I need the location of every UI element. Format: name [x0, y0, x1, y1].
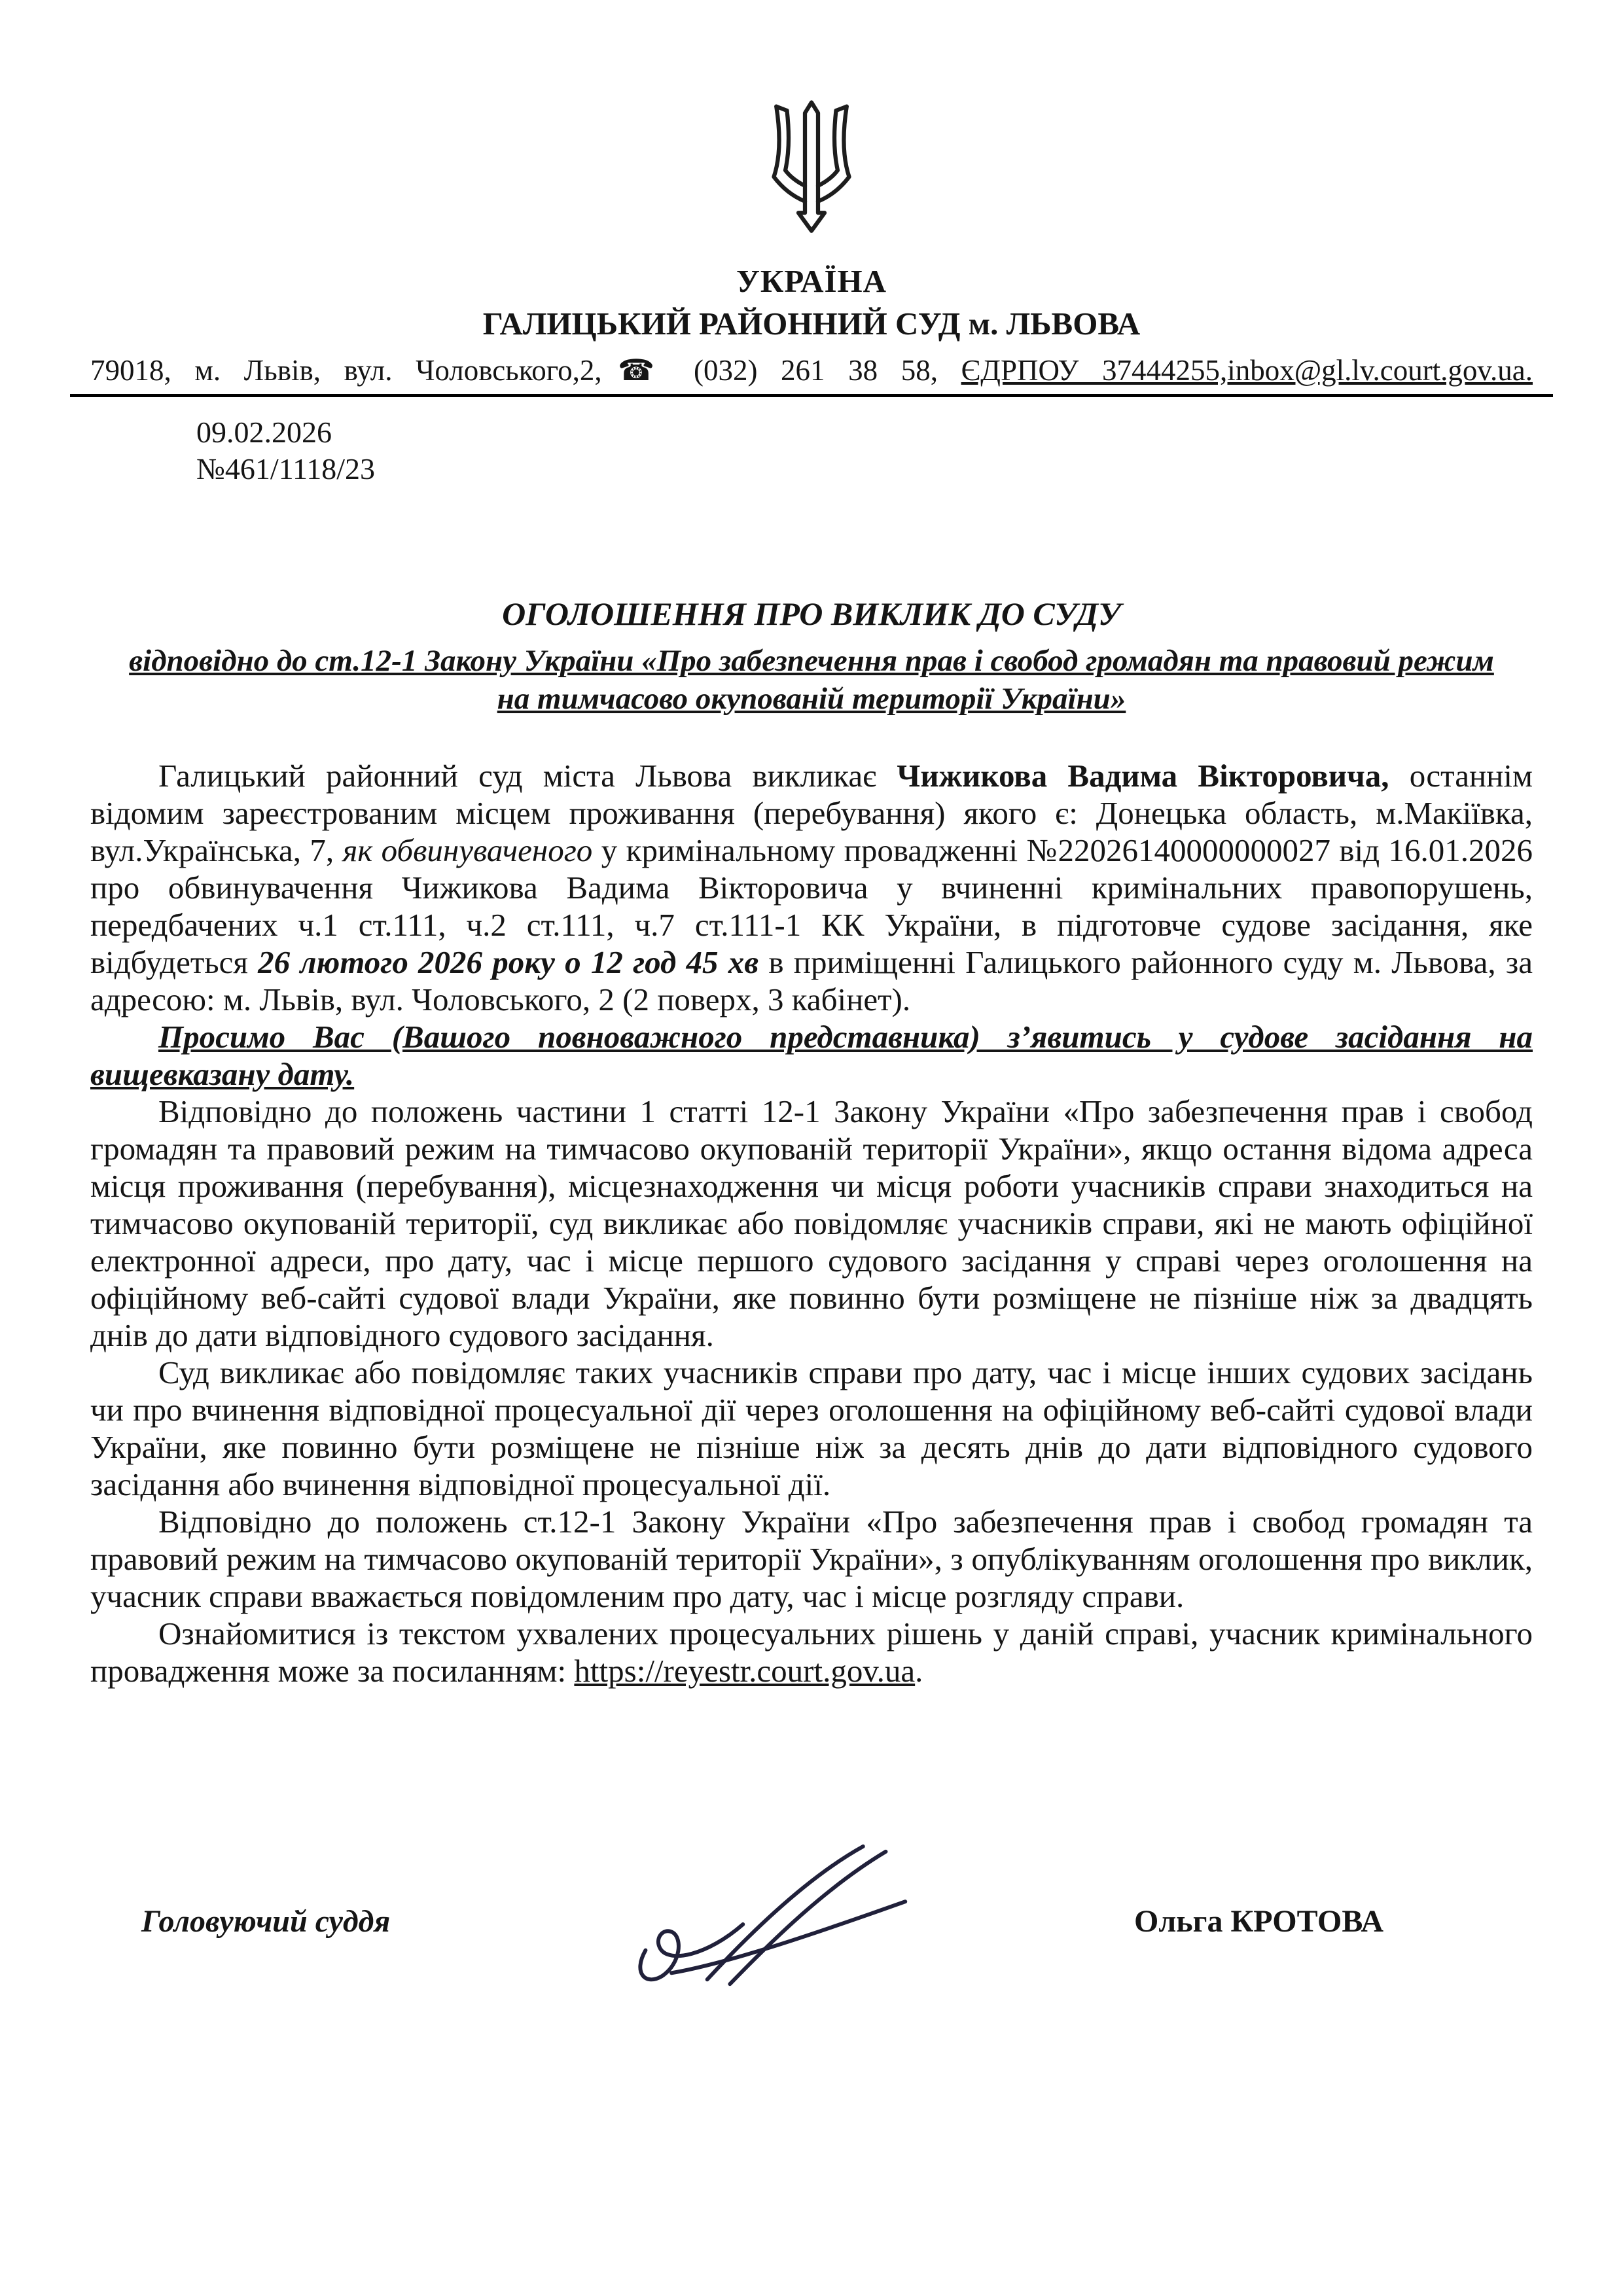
accused-address: останнім відомим зареєстрованим місцем проживання (перебування) якого є: Донецька область, м.Макіївка, вул.Українська, 7,	[90, 758, 1533, 868]
ukraine-trident-emblem-icon	[762, 234, 861, 245]
document-body	[90, 757, 1533, 1689]
paragraph-notification-rule: Відповідно до положень ст.12-1 Закону України «Про забезпечення прав і свобод громадян та правовий режим на тимчасово окупованій території України», з опублікуванням оголошення про виклик, учасник справи вважається повідомленим про дату, час і місце розгляду справи.	[90, 1504, 1533, 1614]
accused-status: як обвинуваченого	[342, 832, 593, 868]
phone-icon: ☎	[601, 354, 671, 387]
hearing-datetime: 26 лютого 2026 року о 12 год 45 хв	[258, 944, 759, 980]
paragraph-law-part1: Відповідно до положень частини 1 статті 12-1 Закону України «Про забезпечення прав і свобод громадян та правовий режим на тимчасово окупованій території України», якщо остання відома адреса місця проживання (перебування), місцезнаходження чи місця роботи учасників справи знаходиться на тимчасово окупованій території, суд викликає або повідомляє учасників справи, які не мають офіційної електронної адреси, про дату, час і місце першого судового засідання у справі через оголошення на офіційному веб-сайті судової влади України, яке повинно бути розміщене не пізніше ніж за двадцять днів до дати відповідного судового засідання.	[90, 1093, 1533, 1353]
header-divider-line	[70, 394, 1553, 397]
phone-number: (032) 261 38 58,	[670, 354, 961, 387]
edrpou-and-email: ЄДРПОУ 37444255,inbox@gl.lv.court.gov.ua.	[961, 354, 1533, 387]
hearing-location: в приміщенні Галицького районного суду м. Львова, за адресою: м. Львів, вул. Чоловського, 2 (2 поверх, 3 кабінет).	[90, 944, 1533, 1017]
address-text: 79018, м. Львів, вул. Чоловського,2,	[90, 354, 602, 387]
judge-role-label: Головуючий суддя	[141, 1903, 391, 1939]
document-date: 09.02.2026	[196, 415, 332, 449]
paragraph-summons	[90, 757, 1533, 1018]
summons-intro: Галицький районний суд міста Львова викликає	[158, 758, 897, 794]
document-title: ОГОЛОШЕННЯ ПРО ВИКЛИК ДО СУДУ	[502, 595, 1121, 632]
document-header	[90, 97, 1533, 245]
registry-link-period: .	[915, 1653, 923, 1689]
case-number: №461/1118/23	[196, 452, 376, 486]
registry-link-intro: Ознайомитися із текстом ухвалених процесуальних рішень у даній справі, учасник кримінального провадження може за посиланням:	[90, 1616, 1533, 1689]
court-address-line	[90, 353, 1533, 387]
paragraph-registry-link	[90, 1615, 1533, 1689]
document-subtitle: відповідно до ст.12-1 Закону України «Про забезпечення прав і свобод громадян та правовий режим на тимчасово окупованій території України»	[129, 644, 1494, 716]
judge-handwritten-signature	[609, 1840, 916, 2002]
court-registry-link[interactable]: https://reyestr.court.gov.ua	[574, 1653, 916, 1689]
paragraph-request: Просимо Вас (Вашого повноважного представника) з’явитись у судове засідання на вищевказану дату.	[90, 1019, 1533, 1092]
document-meta	[90, 414, 1533, 487]
case-details: у кримінальному провадженні №22026140000000027 від 16.01.2026 про обвинувачення Чижикова Вадима Вікторовича у вчиненні кримінальних правопорушень, передбачених ч.1 ст.111, ч.2 ст.111, ч.7 ст.111-1 КК України, в підготовче судове засідання, яке відбудеться	[90, 832, 1533, 980]
paragraph-other-hearings: Суд викликає або повідомляє таких учасників справи про дату, час і місце інших судових засідань чи про вчинення відповідної процесуальної дії через оголошення на офіційному веб-сайті судової влади України, яке повинно бути розміщене не пізніше ніж за десять днів до дати відповідного судового засідання або вчинення відповідної процесуальної дії.	[90, 1354, 1533, 1502]
country-name: УКРАЇНА	[736, 263, 887, 299]
signature-block	[90, 1840, 1533, 2002]
accused-name: Чижикова Вадима Вікторовича,	[897, 758, 1389, 794]
court-name: ГАЛИЦЬКИЙ РАЙОННИЙ СУД м. ЛЬВОВА	[482, 306, 1141, 342]
judge-name: Ольга КРОТОВА	[1134, 1903, 1383, 1939]
title-block	[90, 595, 1533, 718]
